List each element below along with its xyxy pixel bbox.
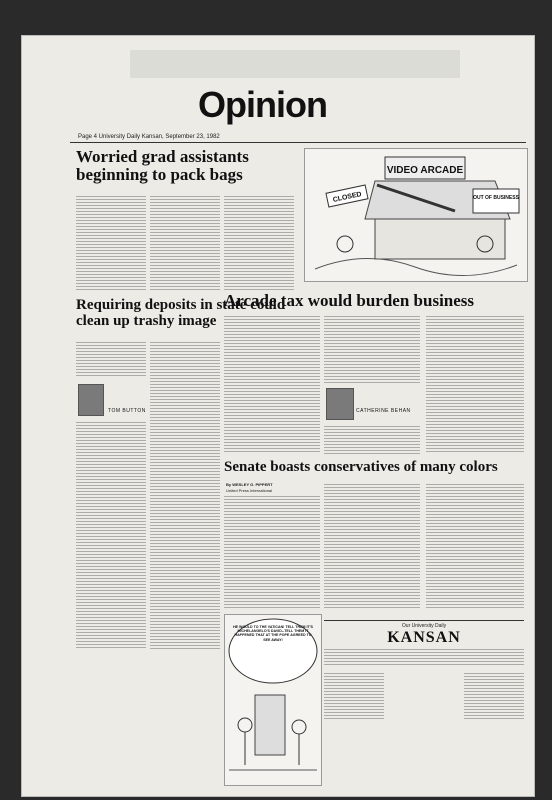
grad-column-3 bbox=[224, 194, 294, 292]
tom-button-byline: TOM BUTTON bbox=[108, 408, 146, 414]
arcade-headline: Arcade tax would burden business bbox=[224, 291, 475, 310]
vatican-cartoon bbox=[224, 614, 322, 786]
senate-service: United Press International bbox=[226, 488, 273, 493]
trash-column-1a bbox=[76, 340, 146, 376]
arcade-cartoon-drawing bbox=[305, 149, 527, 281]
staff-list-1 bbox=[324, 671, 384, 719]
kansan-nameplate: KANSAN bbox=[387, 629, 461, 646]
grad-headline: Worried grad assistants beginning to pack bags bbox=[76, 147, 249, 184]
trash-column-2 bbox=[150, 340, 220, 650]
grad-column-1 bbox=[76, 194, 146, 292]
vatican-speech-bubble: HE WOULD TO THE VATICAN! TELL THEM IT'S MICHELANGELO'S DAVID--TELL THEM IT HAPPENED THAT AT THE POPE AGREED TO SEE AWAY! bbox=[233, 625, 313, 642]
header-rule bbox=[70, 142, 526, 143]
folio-line: Page 4 University Daily Kansan, September 23, 1982 bbox=[78, 134, 220, 140]
catherine-behan-photo bbox=[326, 388, 354, 420]
out-of-business-sign: OUT OF BUSINESS bbox=[473, 195, 519, 201]
arcade-cartoon bbox=[304, 148, 528, 282]
staff-box-text bbox=[324, 647, 524, 667]
senate-column-2 bbox=[324, 482, 420, 610]
arcade-column-1 bbox=[224, 314, 320, 454]
newspaper-page bbox=[22, 36, 534, 796]
grad-column-2 bbox=[150, 194, 220, 292]
vatican-cartoon-drawing bbox=[225, 615, 321, 785]
arcade-column-2a bbox=[324, 314, 420, 384]
trash-headline: Requiring deposits in state could clean up trashy image bbox=[76, 297, 286, 329]
staff-list-2 bbox=[464, 671, 524, 719]
closed-sign-text: CLOSED bbox=[332, 191, 363, 204]
page-tab bbox=[130, 50, 460, 78]
section-title: Opinion bbox=[198, 84, 327, 125]
arcade-sign-text: VIDEO ARCADE bbox=[386, 165, 464, 176]
arcade-column-3 bbox=[426, 314, 524, 454]
senate-column-3 bbox=[426, 482, 524, 610]
senate-column-1 bbox=[224, 494, 320, 610]
staff-box bbox=[324, 620, 524, 721]
staff-box-line: Our University Daily bbox=[401, 623, 447, 629]
catherine-behan-byline: CATHERINE BEHAN bbox=[356, 408, 411, 414]
arcade-column-2b bbox=[324, 424, 420, 454]
trash-column-1b bbox=[76, 420, 146, 650]
tom-button-photo bbox=[78, 384, 104, 416]
senate-headline: Senate boasts conservatives of many colors bbox=[224, 459, 498, 475]
senate-byline: By WESLEY G. PIPPERT bbox=[226, 482, 273, 487]
